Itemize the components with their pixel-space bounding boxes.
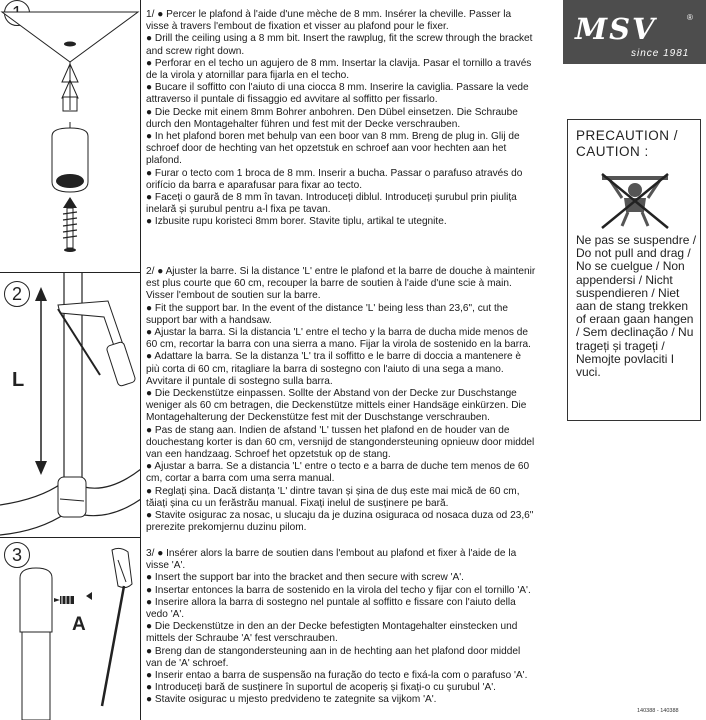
brand-since: since 1981	[631, 48, 690, 59]
step-1-illustration	[0, 0, 141, 273]
rawplug-icon	[62, 62, 78, 111]
product-code: 140388 - 140388	[637, 708, 679, 714]
step-1-instructions: 1/ ● Percer le plafond à l'aide d'une mèche de 8 mm. Insérer la cheville. Passer la visse à travers l'embout de fixation et visser au plafond pour le fixer. ● Drill the ceiling using a 8 mm bit. Insert the rawplug, fit the screw through the bracket and screw right down. ● Perforar en el techo un agujero de 8 mm. Insertar la clavija. Pasar el tornillo a través de la virola y atornillar para fijarla en el techo. ● Bucare il soffitto con l'aiuto di una ciocca 8 mm. Inserire la caviglia. Passare la vede attraverso il puntale di fissaggio ed avvitare al soffitto per fissarlo. ● Die Decke mit einem 8mm Bohrer anbohren. Den Dübel einsetzen. Die Schraube durch den Montagehalter führen und fest mit der Decke verschrauben. ● In het plafond boren met behulp van een boor van 8 mm. Breng de plug in. Glij de schroef door de hechting van het opzetstuk en schroef aan voor hechten aan het plafond. ● Furar o tecto com 1 broca de 8 mm. Inserir a bucha. Passar o parafuso através do orifício da barra e aparafusar para fixar ao tecto. ● Faceți o gaură de 8 mm în tavan. Introduceți diblul. Introduceți șurubul prin piulița inelară și șurubul pentru a-l fixa pe tavan. ● Izbusite rupu koristeci 8mm borer. Stavite tiplu, artikal te utegnite.	[146, 9, 533, 228]
length-arrow-icon	[35, 287, 47, 475]
brand-logo	[563, 0, 706, 64]
step-2-instructions: 2/ ● Ajuster la barre. Si la distance 'L' entre le plafond et la barre de douche à maintenir est plus courte que 60 cm, recouper la barre de soutien à l'aide d'une scie à main. Visser l'embout de soutien sur la barre. ● Fit the support bar. In the event of the distance 'L' being less than 23,6", cut the support bar with a handsaw. ● Ajustar la barra. Si la distancia 'L' entre el techo y la barra de ducha mide menos de 60 cm, recortar la barra con una sierra a mano. Fijar la virola de sostenido en la barra. ● Adattare la barra. Se la distanza 'L' tra il soffitto e le barre di doccia a mantenere è più corta di 60 cm, ritagliare la barra di sostegno con l'aiuto di una sega a mano. Avvitare il puntale di sostegno sulla barra. ● Die Deckenstütze einpassen. Sollte der Abstand von der Decke zur Duschstange weniger als 60 cm betragen, die Deckenstütze mittels einer Handsäge einkürzen. Die Montagehalterung der Deckenstütze fest mit der Duschstange verschrauben. ● Pas de stang aan. Indien de afstand 'L' tussen het plafond en de houder van de douchestang korter is dan 60 cm, versnijd de stangondersteuning opnieuw door middel van een handzaag. Schroef het opzetstuk op de stang. ● Ajustar a barra. Se a distancia 'L' entre o tecto e a barra de duche tem menos de 60 cm, cortar a barra com uma serra manual. ● Reglați șina. Dacă distanța 'L' dintre tavan și șina de duș este mai mică de 60 cm, tăiați șina cu un ferăstrău manual. Fixați inelul de susținere pe bară. ● Stavite osigurac za nosac, u slucaju da je duzina osiguraca od nosaca duza od 23,6" prerezite prekomjernu duzinu pilom.	[146, 266, 536, 534]
bracket-icon	[52, 122, 88, 192]
registered-mark: ®	[687, 13, 693, 22]
screw-a-icon	[54, 593, 74, 607]
ceiling-plane	[2, 12, 138, 62]
step-number-badge: 3	[4, 542, 30, 568]
no-hanging-icon	[588, 170, 682, 230]
drill-hole	[64, 42, 76, 47]
brand-name: MSV	[575, 12, 657, 46]
caution-text: Ne pas se suspendre / Do not pull and drag / No se cuelgue / Non appendersi / Nicht suspendieren / Niet aan de stang trekken of eraan gaan hangen / Sem declinação / Nu trageți și trageți / Nemojte povlaciti I vuci.	[576, 233, 697, 380]
screwdriver-icon	[102, 548, 132, 706]
screw-a-drawing	[0, 538, 141, 720]
drill-and-rawplug-drawing	[0, 0, 141, 273]
caution-title: PRECAUTION / CAUTION :	[576, 128, 679, 159]
caution-box	[567, 119, 701, 421]
step-3-illustration	[0, 538, 141, 720]
saw-cut-drawing	[0, 273, 141, 538]
step-number-badge: 2	[4, 281, 30, 307]
screw-icon	[63, 197, 77, 252]
screw-label: A	[72, 614, 86, 635]
dimension-label: L	[12, 369, 25, 391]
hacksaw-icon	[58, 301, 136, 387]
step-3-instructions: 3/ ● Insérer alors la barre de soutien dans l'embout au plafond et fixer à l'aide de la visse 'A'. ● Insert the support bar into the bracket and then secure with screw 'A'. ● Insertar entonces la barra de sostenido en la virola del techo y fijar con el tornillo 'A'. ● Inserire allora la barra di sostegno nel puntale al soffitto e fissare con l'aiuto della vedo 'A'. ● Die Deckenstütze in den an der Decke befestigten Montagehalter einstecken und mittels der Schraube 'A' fest verschrauben. ● Breng dan de stangondersteuning aan in de hechting aan het plafond door middel van de 'A' schroef. ● Inserir entao a barra de suspensão na furação do tecto e fixá-la com o parafuso 'A'. ● Introduceți bară de susținere în suportul de acoperiș și fixați-o cu șurubul 'A'. ● Stavite osigurac u mjesto predvideno te zategnite sa vijkom 'A'.	[146, 548, 531, 706]
step-2-illustration	[0, 273, 141, 538]
